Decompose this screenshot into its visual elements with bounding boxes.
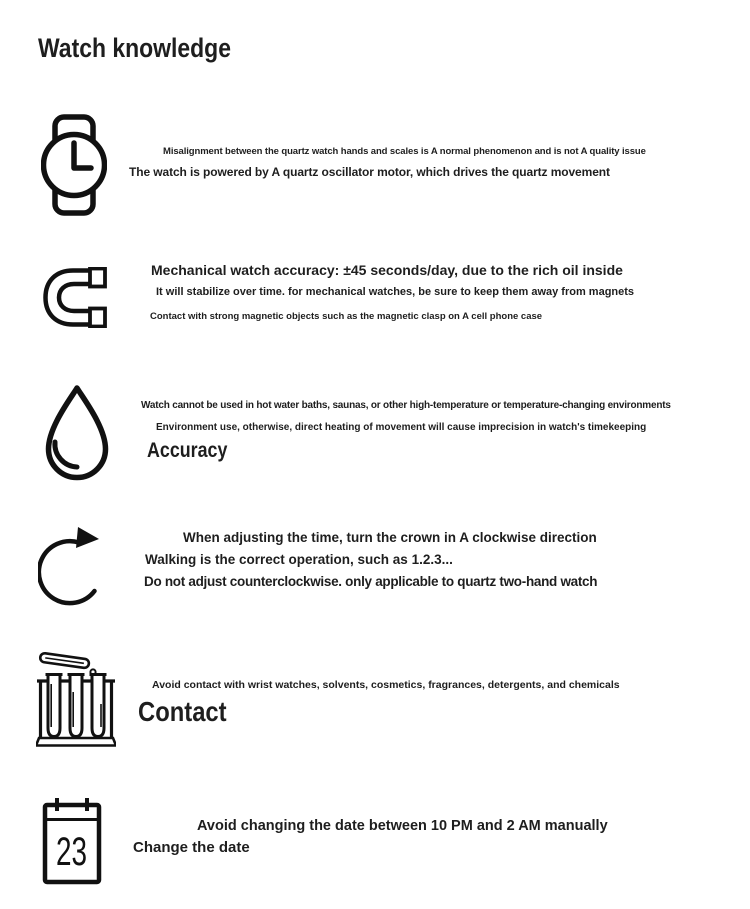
magnet-line-2: It will stabilize over time. for mechanical watches, be sure to keep them away from magnets — [156, 286, 635, 298]
water-drop-icon — [42, 384, 112, 485]
temperature-line-2: Environment use, otherwise, direct heating of movement will cause imprecision in watch's timekeeping — [156, 422, 647, 433]
crown-line-2: Walking is the correct operation, such as 1.2.3... — [145, 552, 453, 567]
date-line-2: Change the date — [133, 839, 250, 856]
magnet-line-3: Contact with strong magnetic objects such as the magnetic clasp on A cell phone case — [150, 311, 543, 322]
calendar-day-number: 23 — [56, 830, 87, 874]
crown-line-1: When adjusting the time, turn the crown in A clockwise direction — [183, 530, 597, 545]
temperature-line-1: Watch cannot be used in hot water baths, saunas, or other high-temperature or temperature-changing environments — [141, 400, 671, 411]
quartz-main-line: The watch is powered by A quartz oscillator motor, which drives the quartz movement — [129, 165, 610, 179]
magnet-icon — [42, 267, 108, 328]
clockwise-rotation-icon — [38, 524, 106, 610]
magnet-headline: Mechanical watch accuracy: ±45 seconds/day, due to the rich oil inside — [151, 262, 623, 278]
quartz-note-line: Misalignment between the quartz watch hands and scales is A normal phenomenon and is not A quality issue — [163, 146, 646, 157]
test-tubes-icon — [36, 648, 116, 748]
accuracy-heading: Accuracy — [147, 439, 228, 462]
chemicals-line: Avoid contact with wrist watches, solvents, cosmetics, fragrances, detergents, and chemicals — [152, 679, 620, 691]
page-title: Watch knowledge — [38, 33, 231, 63]
date-line-1: Avoid changing the date between 10 PM and 2 AM manually — [197, 818, 608, 834]
calendar-icon — [42, 796, 102, 885]
wristwatch-icon — [41, 114, 107, 216]
contact-heading: Contact — [138, 696, 227, 727]
crown-line-3: Do not adjust counterclockwise. only applicable to quartz two-hand watch — [144, 574, 598, 589]
